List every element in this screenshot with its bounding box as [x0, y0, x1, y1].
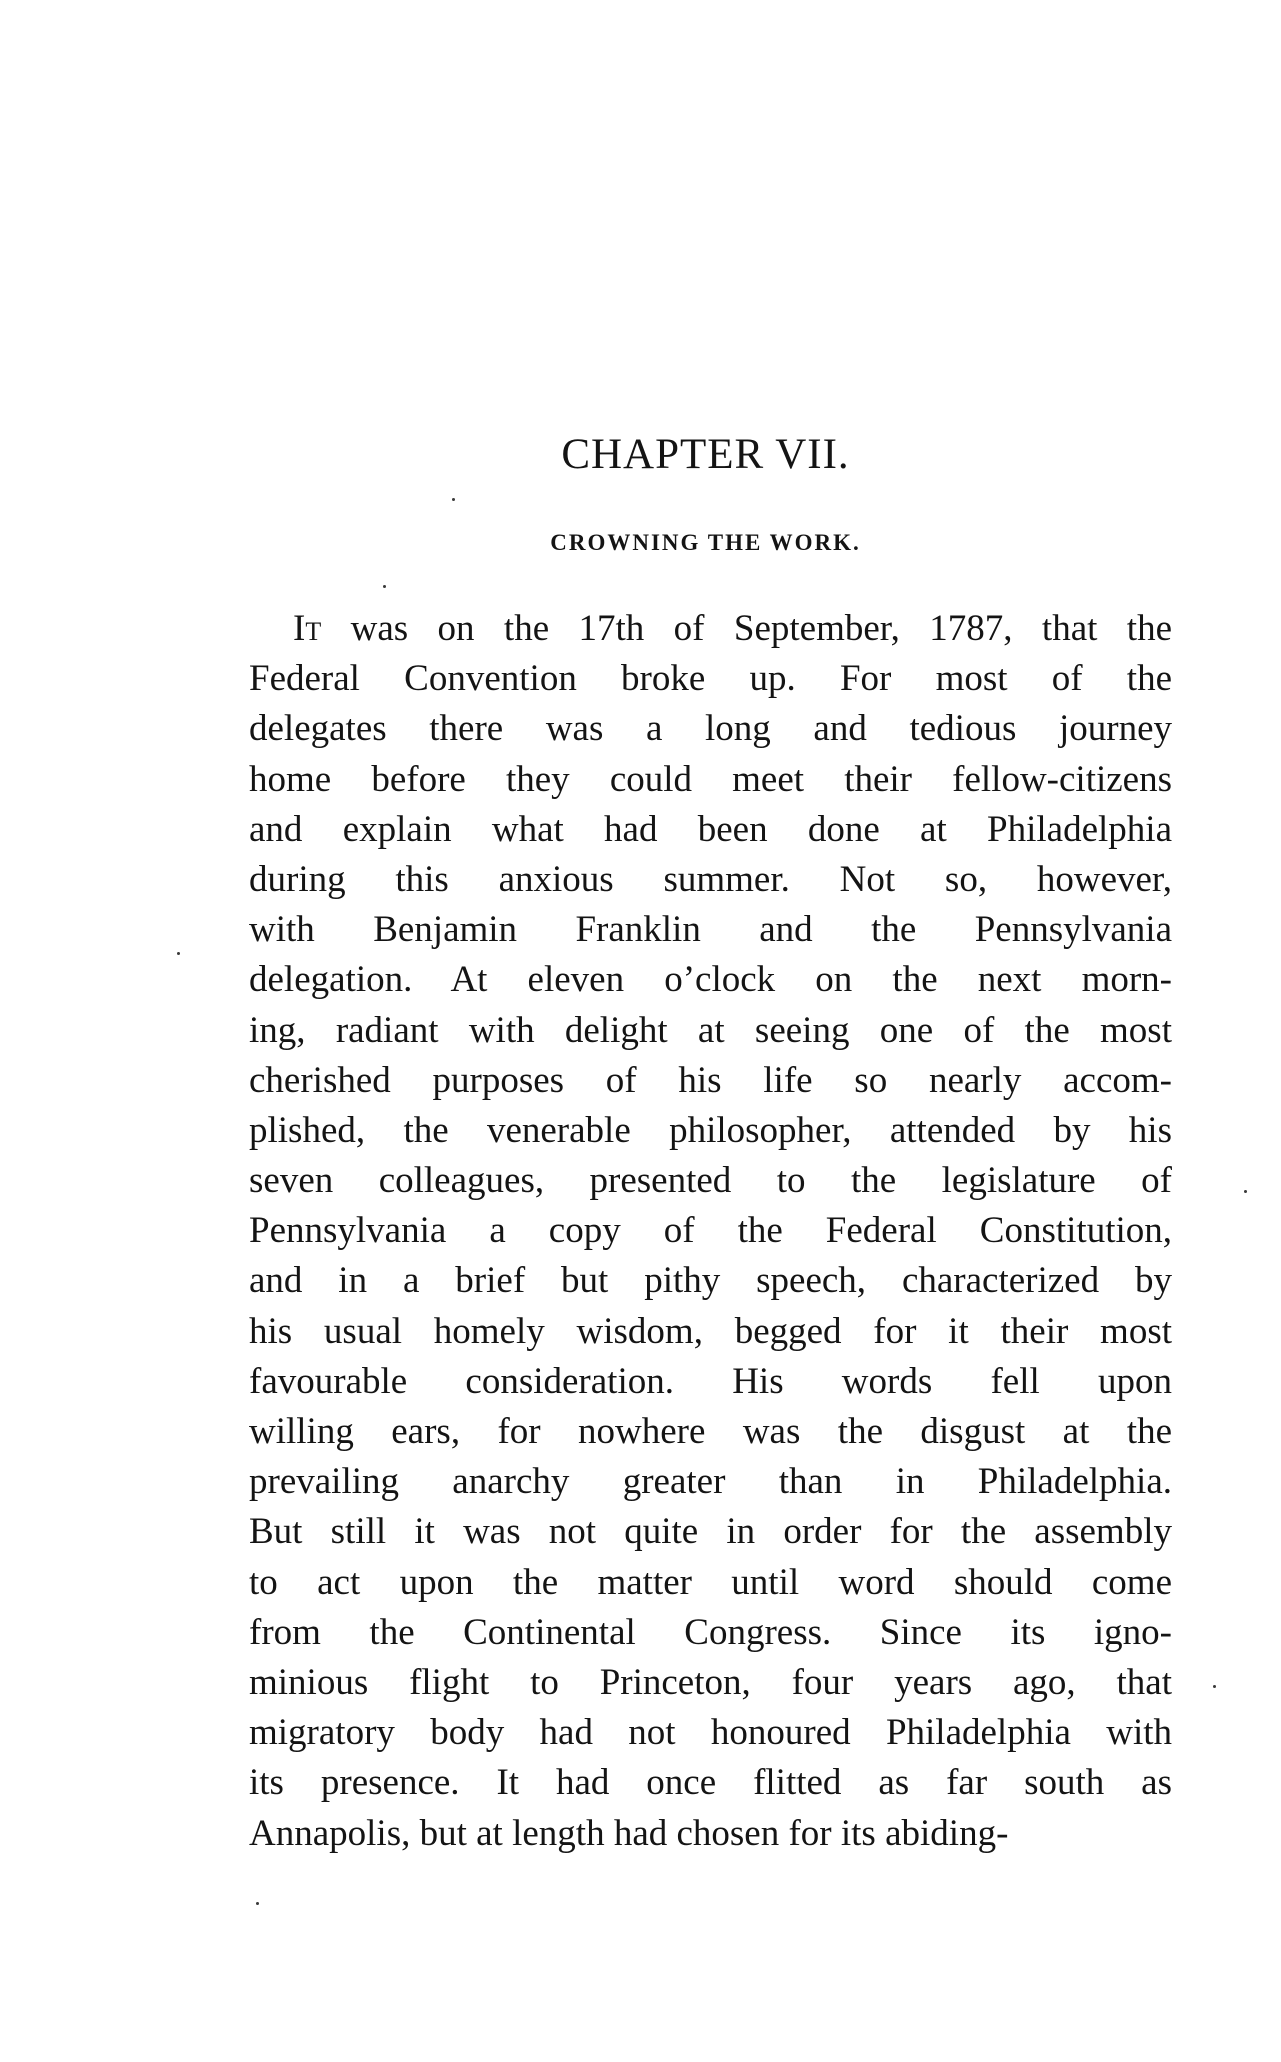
text-line: prevailing anarchy greater than in Philadelphia.: [249, 1461, 1172, 1503]
chapter-subtitle: CROWNING THE WORK.: [550, 530, 861, 555]
text-line: and explain what had been done at Philadelphia: [249, 808, 1172, 850]
body-paragraph: [249, 604, 1172, 1859]
text-line: But still it was not quite in order for the assembly: [249, 1511, 1172, 1553]
text-line: Federal Convention broke up. For most of the: [249, 658, 1172, 700]
chapter-title: CHAPTER VII.: [561, 431, 850, 478]
text-line: plished, the venerable philosopher, attended by his: [249, 1109, 1172, 1151]
text-line: Pennsylvania a copy of the Federal Constitution,: [249, 1210, 1172, 1252]
text-line: seven colleagues, presented to the legislature of: [249, 1160, 1172, 1202]
text-line: ing, radiant with delight at seeing one of the most: [249, 1009, 1172, 1051]
text-line: [249, 604, 1172, 654]
text-line: cherished purposes of his life so nearly accom-: [249, 1059, 1172, 1101]
text-line: his usual homely wisdom, begged for it their most: [249, 1310, 1172, 1352]
text-line: with Benjamin Franklin and the Pennsylvania: [249, 909, 1172, 951]
text-line: home before they could meet their fellow-citizens: [249, 758, 1172, 800]
text-line-rest: was on the 17th of September, 1787, that the: [321, 608, 1172, 649]
opening-word: It: [293, 608, 322, 649]
text-line: delegates there was a long and tedious journey: [249, 708, 1172, 750]
text-line: Annapolis, but at length had chosen for its abiding-: [249, 1812, 1009, 1854]
scan-speck: [452, 498, 455, 501]
text-line: and in a brief but pithy speech, characterized by: [249, 1260, 1172, 1302]
text-line: to act upon the matter until word should come: [249, 1561, 1172, 1603]
scan-speck: [256, 1902, 259, 1905]
text-line: willing ears, for nowhere was the disgust at the: [249, 1411, 1172, 1452]
text-line: minious flight to Princeton, four years ago, that: [249, 1661, 1172, 1703]
scan-speck: [383, 585, 386, 588]
scan-speck: [1244, 1190, 1247, 1193]
scan-speck: [1213, 1685, 1216, 1688]
text-line: its presence. It had once flitted as far south as: [249, 1762, 1172, 1804]
text-line: during this anxious summer. Not so, however,: [249, 858, 1172, 900]
text-line: migratory body had not honoured Philadelphia with: [249, 1712, 1172, 1754]
text-line: from the Continental Congress. Since its igno-: [249, 1611, 1172, 1653]
text-line: favourable consideration. His words fell upon: [249, 1360, 1172, 1402]
scan-speck: [177, 952, 180, 955]
text-line: delegation. At eleven o’clock on the next morn-: [249, 959, 1172, 1001]
